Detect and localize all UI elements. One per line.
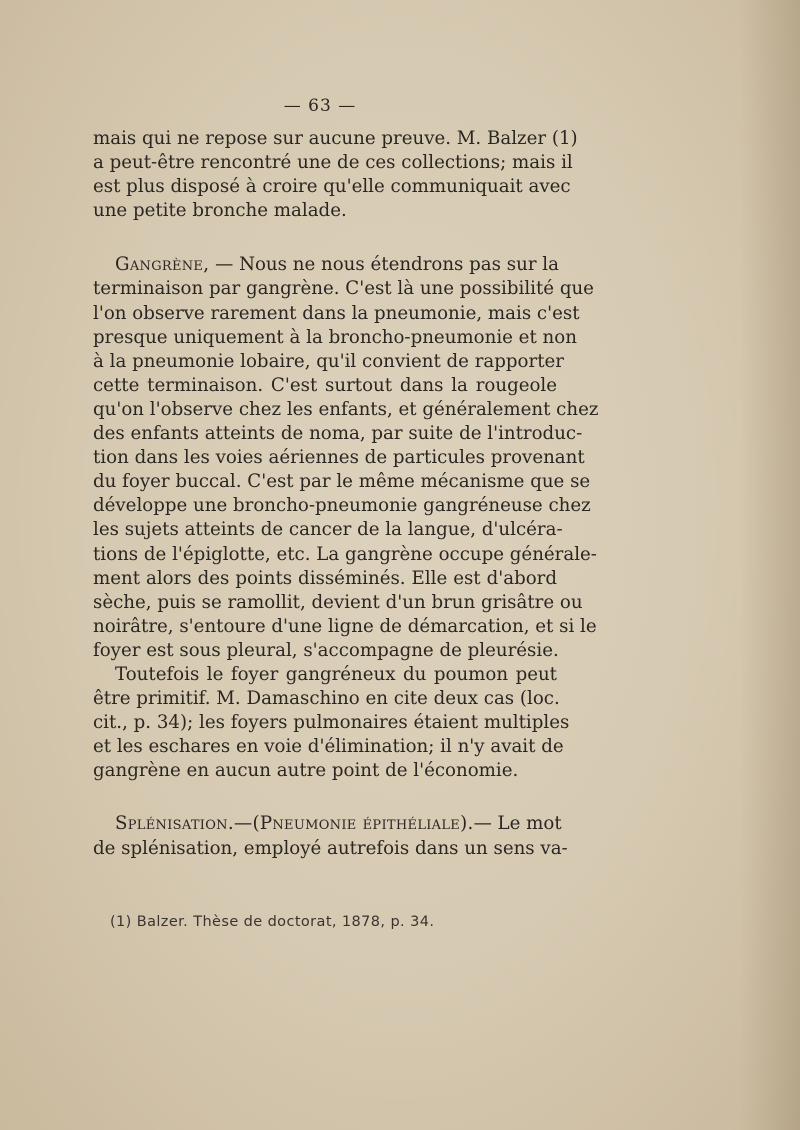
text-line: Toutefois le foyer gangréneux du poumon peut [115, 663, 557, 685]
section-heading-gangrene: Gangrène, [115, 254, 210, 276]
text-line: gangrène en aucun autre point de l'économie. [93, 760, 519, 782]
text-line: foyer est sous pleural, s'accompagne de pleurésie. [93, 639, 559, 661]
text-line: est plus disposé à croire qu'elle communiquait avec [93, 176, 571, 198]
body-text [93, 127, 599, 861]
text-line: tions de l'épiglotte, etc. La gangrène occupe générale- [93, 543, 597, 565]
text-line: tion dans les voies aériennes de particules provenant [93, 447, 585, 469]
text-line: développe une broncho-pneumonie gangréneuse chez [93, 495, 591, 517]
text-line: des enfants atteints de noma, par suite de l'introduc- [93, 423, 583, 445]
text-line: a peut-être rencontré une de ces collections; mais il [93, 152, 573, 174]
text-line: et les eschares en voie d'élimination; il n'y avait de [93, 736, 564, 758]
text-line: ment alors des points disséminés. Elle est d'abord [93, 567, 557, 589]
text-line: presque uniquement à la broncho-pneumonie et non [93, 326, 577, 348]
text-line: Gangrène, — Nous ne nous étendrons pas sur la [115, 254, 559, 276]
text-line: cit., p. 34); les foyers pulmonaires étaient multiples [93, 712, 570, 734]
page-number: — 63 — [283, 96, 357, 116]
paragraph-splenisation [93, 812, 568, 860]
footnote: (1) Balzer. Thèse de doctorat, 1878, p. 34. [110, 914, 435, 930]
text-line: Splénisation.—(Pneumonie épithéliale).— Le mot [115, 813, 562, 835]
text-line: du foyer buccal. C'est par le même mécanisme que se [93, 471, 591, 493]
text-line: de splénisation, employé autrefois dans un sens va- [93, 837, 568, 859]
text-line: cette terminaison. C'est surtout dans la rougeole [93, 374, 557, 396]
text-line: être primitif. M. Damaschino en cite deux cas (loc. [93, 688, 560, 710]
section-heading-splenisation: Splénisation. [115, 813, 234, 835]
text-line: l'on observe rarement dans la pneumonie, mais c'est [93, 302, 580, 324]
paragraph-intro [93, 127, 578, 223]
text-line: noirâtre, s'entoure d'une ligne de démarcation, et si le [93, 615, 597, 637]
paragraph-toutefois [93, 663, 570, 783]
paragraph-gangrene [93, 253, 599, 663]
text-line: une petite bronche malade. [93, 200, 347, 222]
text-line: mais qui ne repose sur aucune preuve. M. Balzer (1) [93, 128, 578, 149]
text-line: sèche, puis se ramollit, devient d'un brun grisâtre ou [93, 591, 583, 613]
text-line: les sujets atteints de cancer de la langue, d'ulcéra- [93, 519, 563, 541]
text-line: qu'on l'observe chez les enfants, et généralement chez [93, 398, 599, 420]
page-edge-shadow [740, 0, 800, 1130]
text-line: terminaison par gangrène. C'est là une possibilité que [93, 278, 594, 300]
section-subheading: —(Pneumonie épithéliale). [233, 813, 474, 835]
text-line: à la pneumonie lobaire, qu'il convient de rapporter [93, 350, 564, 372]
